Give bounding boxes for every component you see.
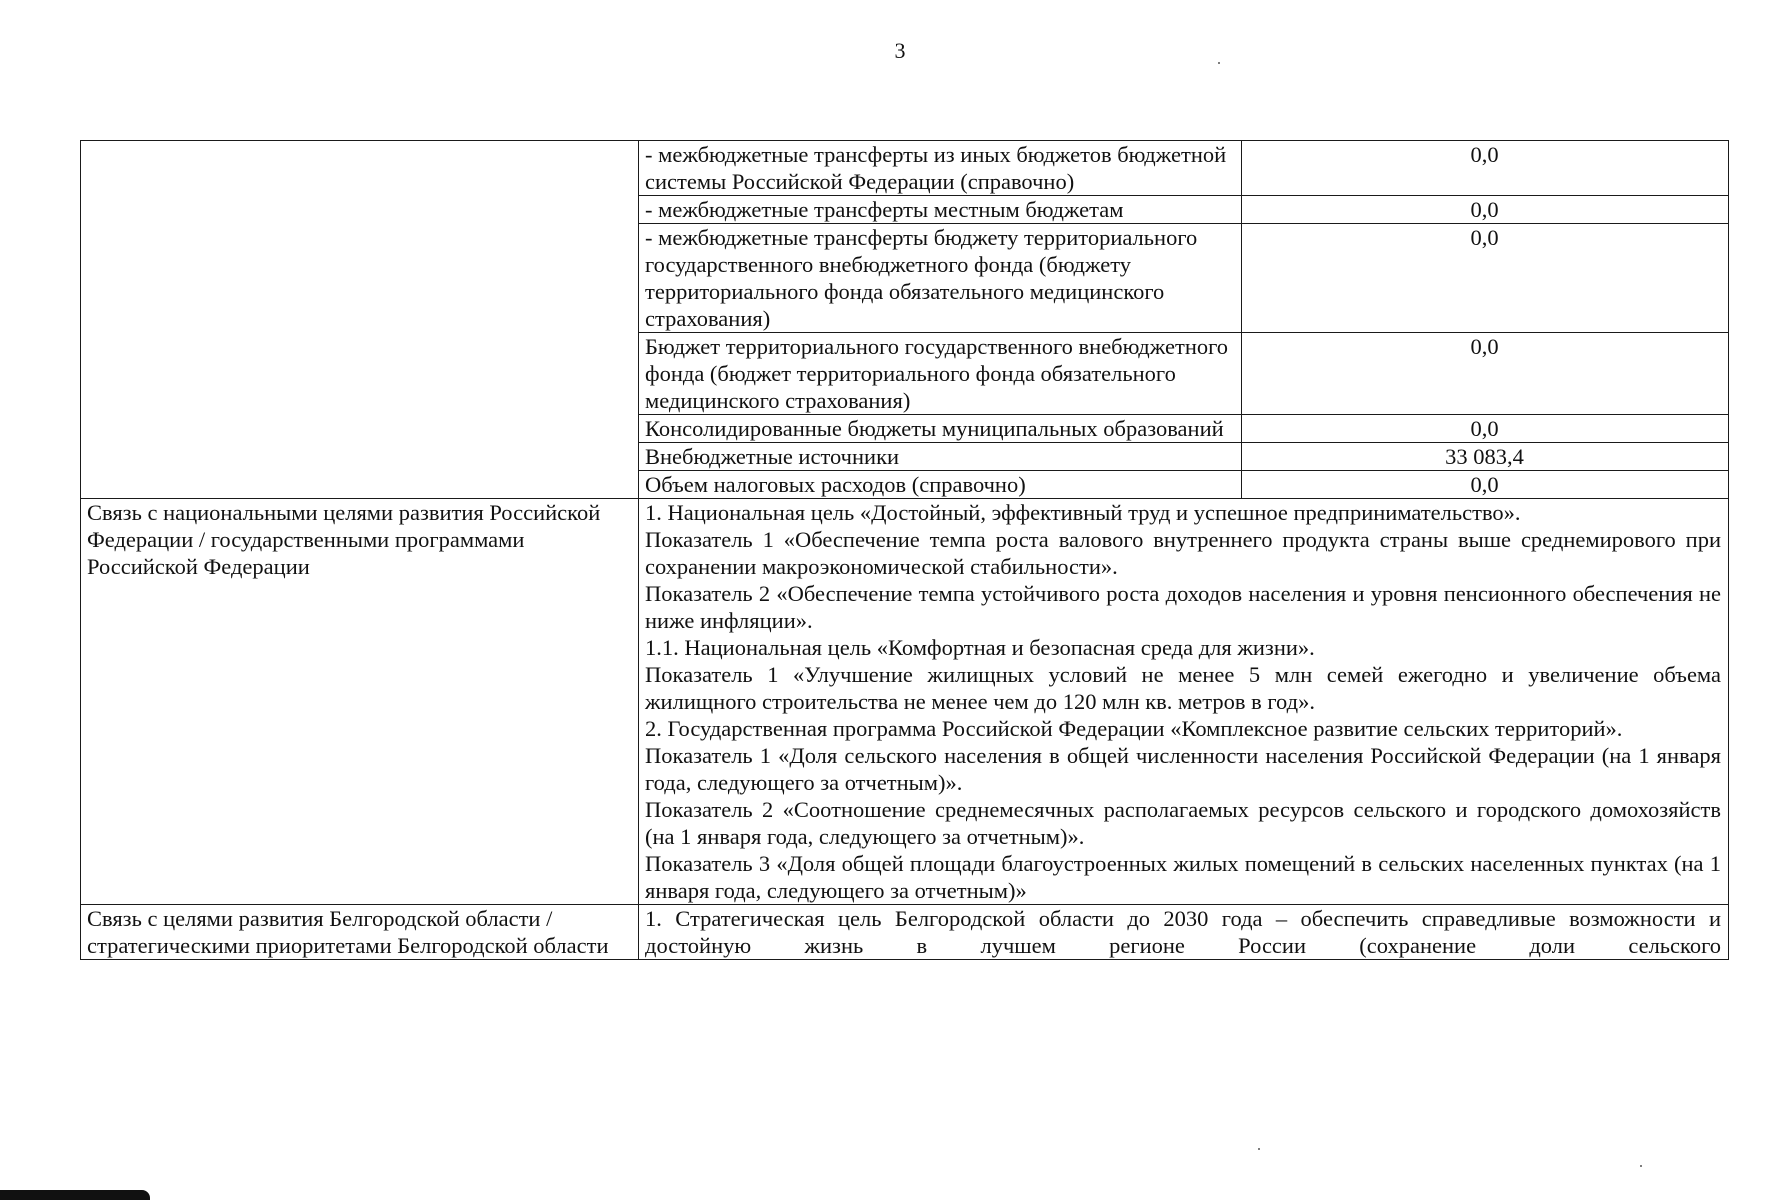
regional-goals-content — [639, 905, 1729, 960]
goal-paragraph: 1. Стратегическая цель Белгородской области до 2030 года – обеспечить справедливые возможности и достойную жизнь в лучшем регионе России (сохранение доли сельского — [645, 906, 1721, 958]
national-goals-label: Связь с национальными целями развития Российской Федерации / государственными программами Российской Федерации — [81, 499, 639, 905]
funding-item: - межбюджетные трансферты местным бюджетам — [639, 196, 1242, 224]
goal-paragraph: Показатель 1 «Доля сельского населения в общей численности населения Российской Федерации (на 1 января года, следующего за отчетным)». — [645, 743, 1721, 795]
funding-value: 0,0 — [1242, 471, 1729, 499]
regional-goals-row — [81, 905, 1729, 960]
scan-speck — [1640, 1165, 1642, 1167]
funding-value: 0,0 — [1242, 333, 1729, 415]
empty-label-cell — [81, 141, 639, 499]
scan-speck — [1218, 62, 1220, 64]
goal-paragraph: Показатель 2 «Обеспечение темпа устойчивого роста доходов населения и уровня пенсионного обеспечения не ниже инфляции». — [645, 581, 1721, 633]
goal-paragraph: Показатель 1 «Улучшение жилищных условий не менее 5 млн семей ежегодно и увеличение объема жилищного строительства не менее чем до 120 млн кв. метров в год». — [645, 662, 1721, 714]
national-goals-row — [81, 499, 1729, 905]
funding-value: 0,0 — [1242, 224, 1729, 333]
funding-item: - межбюджетные трансферты бюджету территориального государственного внебюджетного фонда (бюджету территориального фонда обязательного медицинского страхования) — [639, 224, 1242, 333]
goal-paragraph: 1. Национальная цель «Достойный, эффективный труд и успешное предпринимательство». — [645, 500, 1521, 525]
goal-paragraph: 1.1. Национальная цель «Комфортная и безопасная среда для жизни». — [645, 635, 1315, 660]
regional-goals-label: Связь с целями развития Белгородской области / стратегическими приоритетами Белгородской области — [81, 905, 639, 960]
funding-item: Бюджет территориального государственного внебюджетного фонда (бюджет территориального фонда обязательного медицинского страхования) — [639, 333, 1242, 415]
funding-item: Консолидированные бюджеты муниципальных образований — [639, 415, 1242, 443]
scan-edge-mark — [0, 1190, 150, 1200]
national-goals-content — [639, 499, 1729, 905]
goal-paragraph: Показатель 1 «Обеспечение темпа роста валового внутреннего продукта страны выше среднемирового при сохранении макроэкономической стабильности». — [645, 527, 1721, 579]
funding-item: Объем налоговых расходов (справочно) — [639, 471, 1242, 499]
goal-paragraph: Показатель 3 «Доля общей площади благоустроенных жилых помещений в сельских населенных пунктах (на 1 января года, следующего за отчетным)» — [645, 851, 1721, 903]
funding-value: 0,0 — [1242, 196, 1729, 224]
funding-value: 33 083,4 — [1242, 443, 1729, 471]
funding-value: 0,0 — [1242, 141, 1729, 196]
program-passport-table — [80, 140, 1729, 960]
page-number: 3 — [894, 38, 906, 63]
funding-item: - межбюджетные трансферты из иных бюджетов бюджетной системы Российской Федерации (справочно) — [639, 141, 1242, 196]
goal-paragraph: 2. Государственная программа Российской Федерации «Комплексное развитие сельских территорий». — [645, 716, 1623, 741]
goal-paragraph: Показатель 2 «Соотношение среднемесячных располагаемых ресурсов сельского и городского домохозяйств (на 1 января года, следующего за отчетным)». — [645, 797, 1721, 849]
table-row — [81, 141, 1729, 196]
funding-item: Внебюджетные источники — [639, 443, 1242, 471]
scan-speck — [1258, 1148, 1260, 1150]
funding-value: 0,0 — [1242, 415, 1729, 443]
